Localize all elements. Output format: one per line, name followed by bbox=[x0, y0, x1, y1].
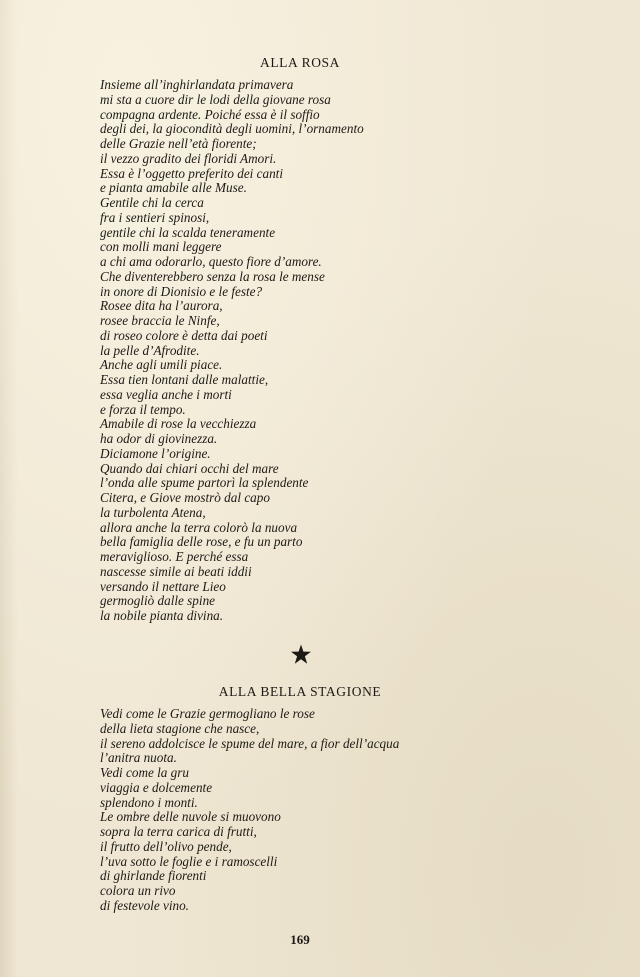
poem-line: fra i sentieri spinosi, bbox=[100, 209, 210, 225]
poem-line: e pianta amabile alle Muse. bbox=[100, 180, 247, 196]
poem-body-alla-rosa bbox=[100, 78, 364, 624]
poem-line: ha odor di giovinezza. bbox=[100, 431, 218, 446]
poem-line: Vedi come le Grazie germogliano le rose bbox=[100, 706, 315, 721]
poem-line: Citera, e Giove mostrò dal capo bbox=[100, 490, 270, 505]
poem-line: colora un rivo bbox=[100, 883, 176, 898]
poem-line: Vedi come la gru bbox=[100, 765, 189, 780]
poem-line: rosee braccia le Ninfe, bbox=[100, 313, 220, 328]
poem-line: allora anche la terra colorò la nuova bbox=[100, 519, 298, 535]
poem-title-alla-rosa: ALLA ROSA bbox=[259, 55, 341, 70]
poem-line: il vezzo gradito dei floridi Amori. bbox=[100, 150, 277, 166]
poem-line: bella famiglia delle rose, e fu un parto bbox=[100, 534, 303, 550]
poem-line: la pelle d’Afrodite. bbox=[100, 342, 200, 358]
poem-title-alla-bella-stagione: ALLA BELLA STAGIONE bbox=[218, 684, 382, 699]
poem-line: della lieta stagione che nasce, bbox=[100, 720, 260, 736]
poem-line: essa veglia anche i morti bbox=[100, 386, 232, 402]
poem-line: Gentile chi la cerca bbox=[100, 195, 204, 210]
poem-line: con molli mani leggere bbox=[100, 239, 222, 255]
poem-line: il frutto dell’olivo pende, bbox=[100, 838, 232, 854]
poem-line: viaggia e dolcemente bbox=[100, 779, 213, 795]
poem-line: la turbolenta Atena, bbox=[100, 504, 206, 520]
poem-line: di festevole vino. bbox=[100, 897, 189, 913]
poem-line: Rosee dita ha l’aurora, bbox=[100, 298, 223, 314]
poem-line: splendono i monti. bbox=[100, 794, 198, 810]
poem-line: versando il nettare Lieo bbox=[100, 578, 226, 594]
poem-line: di ghirlande fiorenti bbox=[100, 868, 207, 884]
poem-line: a chi ama odorarlo, questo fiore d’amore. bbox=[100, 254, 322, 269]
poem-line: la nobile pianta divina. bbox=[100, 608, 224, 623]
poem-line: Essa tien lontani dalle malattie, bbox=[100, 372, 269, 387]
poem-line: degli dei, la giocondità degli uomini, l’ornamento bbox=[100, 121, 364, 137]
star-icon bbox=[289, 643, 313, 667]
poem-line: Che diventerebbero senza la rosa le mense bbox=[100, 268, 325, 284]
poem-line: l’onda alle spume partorì la splendente bbox=[100, 475, 309, 491]
poem-line: germogliò dalle spine bbox=[100, 593, 216, 609]
poem-line: compagna ardente. Poiché essa è il soffio bbox=[100, 106, 320, 122]
poem-line: Quando dai chiari occhi del mare bbox=[100, 460, 279, 476]
poem-line: delle Grazie nell’età fiorente; bbox=[100, 136, 257, 151]
poem-line: in onore di Dionisio e le feste? bbox=[100, 283, 263, 299]
poem-line: di roseo colore è detta dai poeti bbox=[100, 327, 268, 343]
poem-line: Anche agli umili piace. bbox=[100, 357, 223, 373]
poem-line: Essa è l’oggetto preferito dei canti bbox=[100, 165, 284, 181]
page-number: 169 bbox=[290, 932, 310, 947]
poem-line: l’anitra nuota. bbox=[100, 750, 177, 766]
poem-line: nascesse simile ai beati iddii bbox=[100, 563, 252, 579]
poem-line: sopra la terra carica di frutti, bbox=[100, 824, 257, 839]
poem-line: Insieme all’inghirlandata primavera bbox=[100, 77, 294, 92]
poem-line: Diciamone l’origine. bbox=[100, 445, 211, 461]
poem-line: l’uva sotto le foglie e i ramoscelli bbox=[100, 853, 278, 869]
poem-line: e forza il tempo. bbox=[100, 401, 186, 417]
poem-line: Amabile di rose la vecchiezza bbox=[100, 416, 257, 432]
poem-line: il sereno addolcisce le spume del mare, a fior dell’acqua bbox=[100, 735, 400, 751]
poem-body-alla-bella-stagione bbox=[100, 707, 399, 914]
poem-line: gentile chi la scalda teneramente bbox=[100, 224, 276, 240]
poem-line: meraviglioso. E perché essa bbox=[100, 549, 249, 564]
poem-line: mi sta a cuore dir le lodi della giovane rosa bbox=[100, 91, 331, 107]
poem-line: Le ombre delle nuvole si muovono bbox=[100, 809, 281, 825]
